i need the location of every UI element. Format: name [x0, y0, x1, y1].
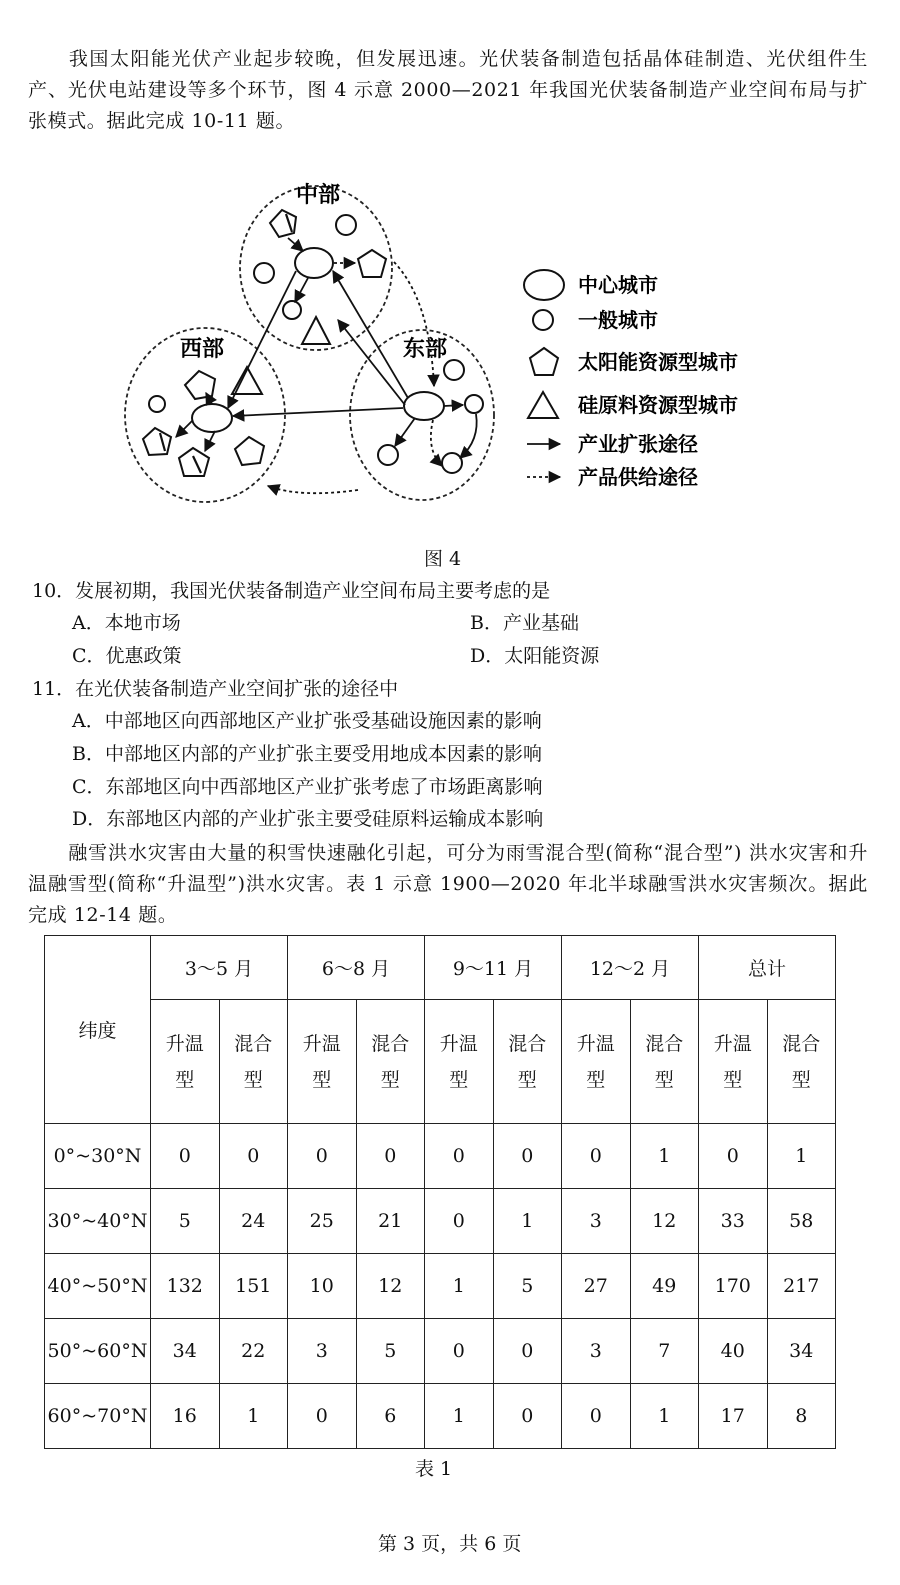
value-cell: 27 [562, 1254, 631, 1319]
q10-option-c: C．优惠政策 [72, 645, 182, 667]
solar-city-icon [185, 371, 215, 399]
value-cell: 40 [699, 1319, 768, 1384]
legend-supply-label: 产品供给途径 [578, 467, 698, 489]
legend-center-city-label: 中心城市 [578, 275, 658, 297]
type-header-text: 型 [312, 1068, 332, 1091]
value-cell: 0 [493, 1384, 562, 1449]
legend-center-city-icon [524, 270, 564, 300]
warming-type-header [562, 1000, 631, 1124]
warming-type-header [425, 1000, 494, 1124]
type-header-text: 混合 [782, 1032, 821, 1055]
value-cell: 1 [767, 1124, 836, 1189]
value-cell: 1 [219, 1384, 288, 1449]
season-header: 3～5 月 [151, 936, 288, 1000]
value-cell: 17 [699, 1384, 768, 1449]
legend-silicon-city-label: 硅原料资源型城市 [578, 395, 738, 417]
value-cell: 5 [151, 1189, 220, 1254]
expansion-arrow [338, 320, 405, 405]
table-row [45, 1384, 836, 1449]
q10-option-d: D．太阳能资源 [470, 645, 600, 667]
solar-city-icon [358, 250, 386, 277]
value-cell: 5 [493, 1254, 562, 1319]
type-header-text: 升温 [302, 1032, 341, 1055]
value-cell: 10 [288, 1254, 357, 1319]
value-cell: 3 [288, 1319, 357, 1384]
expansion-arrow [228, 271, 296, 408]
value-cell: 0 [425, 1124, 494, 1189]
type-header-text: 型 [723, 1068, 743, 1091]
supply-arrow [394, 262, 434, 386]
supply-arrow [431, 420, 442, 466]
type-header-text: 升温 [576, 1032, 615, 1055]
center-city-icon [295, 248, 333, 278]
value-cell: 1 [630, 1124, 699, 1189]
solar-city-icon [179, 448, 209, 476]
general-city-icon [442, 453, 462, 473]
supply-arrow [268, 486, 358, 493]
type-header-text: 型 [654, 1068, 674, 1091]
type-header-text: 型 [380, 1068, 400, 1091]
region-label-east: 东部 [403, 336, 448, 361]
region-label-west: 西部 [180, 336, 225, 361]
expansion-arrow [233, 408, 403, 416]
table-row [45, 1319, 836, 1384]
total-header: 总计 [699, 936, 836, 1000]
page-footer: 第 3 页，共 6 页 [378, 1533, 522, 1555]
type-header-text: 混合 [371, 1032, 410, 1055]
type-header-text: 型 [517, 1068, 537, 1091]
warming-type-header [699, 1000, 768, 1124]
question-11-stem: 11．在光伏装备制造产业空间扩张的途径中 [32, 678, 399, 700]
value-cell: 0 [151, 1124, 220, 1189]
solar-city-icon [270, 210, 296, 237]
value-cell: 3 [562, 1319, 631, 1384]
value-cell: 12 [630, 1189, 699, 1254]
type-header-text: 型 [586, 1068, 606, 1091]
mixed-type-header [356, 1000, 425, 1124]
value-cell: 151 [219, 1254, 288, 1319]
value-cell: 0 [356, 1124, 425, 1189]
value-cell: 21 [356, 1189, 425, 1254]
table-caption: 表 1 [415, 1458, 453, 1480]
value-cell: 0 [288, 1384, 357, 1449]
mixed-type-header [493, 1000, 562, 1124]
general-city-icon [336, 215, 356, 235]
type-header-text: 升温 [713, 1032, 752, 1055]
expansion-arrow [205, 431, 215, 451]
season-header: 12～2 月 [562, 936, 699, 1000]
value-cell: 12 [356, 1254, 425, 1319]
legend-expansion-label: 产业扩张途径 [578, 434, 698, 456]
general-city-icon [149, 396, 165, 412]
mixed-type-header [630, 1000, 699, 1124]
value-cell: 8 [767, 1384, 836, 1449]
figure-caption: 图 4 [424, 548, 462, 570]
legend-solar-city-label: 太阳能资源型城市 [578, 352, 738, 374]
legend [524, 270, 738, 489]
latitude-cell: 30°~40°N [45, 1189, 151, 1254]
type-header-row [45, 1000, 836, 1124]
type-header-text: 升温 [439, 1032, 478, 1055]
intro-text-2: 融雪洪水灾害由大量的积雪快速融化引起，可分为雨雪混合型(简称“混合型”) 洪水灾害和升温融雪型(简称“升温型”)洪水灾害。表 1 示意 1900—2020 年北半球融雪洪水灾害频次。据此完成 12-14 题。 [28, 842, 868, 926]
expansion-arrow [460, 414, 477, 458]
season-header: 9～11 月 [425, 936, 562, 1000]
value-cell: 24 [219, 1189, 288, 1254]
value-cell: 1 [425, 1384, 494, 1449]
general-city-icon [444, 360, 464, 380]
value-cell: 22 [219, 1319, 288, 1384]
value-cell: 34 [151, 1319, 220, 1384]
value-cell: 0 [562, 1124, 631, 1189]
mixed-type-header [767, 1000, 836, 1124]
value-cell: 1 [630, 1384, 699, 1449]
silicon-city-icon [302, 317, 330, 344]
legend-silicon-city-icon [528, 392, 558, 418]
intro-paragraph-2 [28, 838, 868, 931]
value-cell: 16 [151, 1384, 220, 1449]
latitude-header: 纬度 [45, 936, 151, 1124]
latitude-cell: 0°~30°N [45, 1124, 151, 1189]
value-cell: 5 [356, 1319, 425, 1384]
type-header-text: 升温 [165, 1032, 204, 1055]
warming-type-header [151, 1000, 220, 1124]
expansion-arrow [444, 405, 463, 406]
season-header: 6～8 月 [288, 936, 425, 1000]
legend-general-city-icon [533, 310, 553, 330]
value-cell: 0 [493, 1124, 562, 1189]
expansion-arrow [176, 420, 193, 437]
region-label-central: 中部 [296, 182, 341, 207]
general-city-icon [465, 395, 483, 413]
q11-option-d: D．东部地区内部的产业扩张主要受硅原料运输成本影响 [72, 808, 544, 830]
expansion-arrow [288, 238, 303, 251]
value-cell: 25 [288, 1189, 357, 1254]
latitude-cell: 60°~70°N [45, 1384, 151, 1449]
type-header-text: 混合 [645, 1032, 684, 1055]
value-cell: 132 [151, 1254, 220, 1319]
value-cell: 0 [219, 1124, 288, 1189]
solar-city-icon [143, 428, 171, 455]
type-header-text: 型 [791, 1068, 811, 1091]
center-city-icon [404, 392, 444, 420]
q10-option-a: A．本地市场 [72, 612, 181, 634]
value-cell: 0 [288, 1124, 357, 1189]
table-body [45, 1124, 836, 1449]
type-header-text: 混合 [508, 1032, 547, 1055]
question-10-stem: 10．发展初期，我国光伏装备制造产业空间布局主要考虑的是 [32, 580, 551, 602]
latitude-cell: 40°~50°N [45, 1254, 151, 1319]
value-cell: 6 [356, 1384, 425, 1449]
value-cell: 0 [493, 1319, 562, 1384]
value-cell: 34 [767, 1319, 836, 1384]
q11-option-c: C．东部地区向中西部地区产业扩张考虑了市场距离影响 [72, 776, 543, 798]
value-cell: 217 [767, 1254, 836, 1319]
value-cell: 49 [630, 1254, 699, 1319]
table-row [45, 1254, 836, 1319]
legend-general-city-label: 一般城市 [578, 310, 658, 332]
intro-paragraph-1 [28, 44, 868, 137]
intro-text-1: 我国太阳能光伏产业起步较晚，但发展迅速。光伏装备制造包括晶体硅制造、光伏组件生产、光伏电站建设等多个环节，图 4 示意 2000—2021 年我国光伏装备制造产业空间布局与扩张模式。据此完成 10-11 题。 [28, 48, 868, 132]
value-cell: 3 [562, 1189, 631, 1254]
expansion-arrow [295, 278, 308, 302]
value-cell: 0 [699, 1124, 768, 1189]
value-cell: 170 [699, 1254, 768, 1319]
value-cell: 7 [630, 1319, 699, 1384]
table-row [45, 1124, 836, 1189]
table-row [45, 1189, 836, 1254]
snowmelt-flood-table [44, 935, 836, 1449]
general-city-icon [254, 263, 274, 283]
q10-option-b: B．产业基础 [470, 612, 579, 634]
legend-solar-city-icon [530, 348, 558, 375]
type-header-text: 型 [449, 1068, 469, 1091]
value-cell: 0 [425, 1319, 494, 1384]
value-cell: 1 [425, 1254, 494, 1319]
expansion-arrow [395, 418, 415, 446]
q11-option-a: A．中部地区向西部地区产业扩张受基础设施因素的影响 [72, 710, 542, 732]
type-header-text: 型 [175, 1068, 195, 1091]
solar-city-icon [235, 437, 264, 465]
latitude-cell: 50°~60°N [45, 1319, 151, 1384]
value-cell: 0 [425, 1189, 494, 1254]
mixed-type-header [219, 1000, 288, 1124]
general-city-icon [283, 301, 301, 319]
warming-type-header [288, 1000, 357, 1124]
pv-industry-diagram [0, 160, 900, 505]
value-cell: 58 [767, 1189, 836, 1254]
value-cell: 33 [699, 1189, 768, 1254]
general-city-icon [378, 445, 398, 465]
value-cell: 1 [493, 1189, 562, 1254]
q11-option-b: B．中部地区内部的产业扩张主要受用地成本因素的影响 [72, 743, 542, 765]
center-city-icon [192, 404, 232, 432]
type-header-text: 混合 [234, 1032, 273, 1055]
value-cell: 0 [562, 1384, 631, 1449]
type-header-text: 型 [243, 1068, 263, 1091]
